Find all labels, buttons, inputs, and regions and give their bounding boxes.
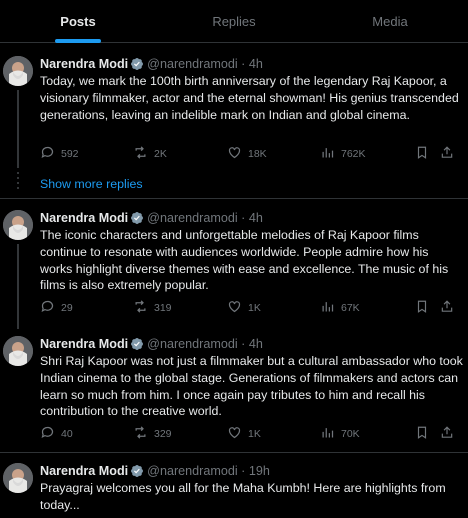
author-name[interactable]: Narendra Modi: [40, 57, 129, 71]
tweet-header: Narendra Modi @narendramodi · 4h: [40, 56, 263, 75]
tweet-text: Prayagraj welcomes you all for the Maha Kumbh! Here are highlights from today...: [40, 481, 446, 512]
views-count: 762K: [341, 148, 366, 160]
like-count: 1K: [248, 302, 261, 314]
author-name[interactable]: Narendra Modi: [40, 211, 129, 225]
avatar[interactable]: [3, 336, 33, 366]
share-button[interactable]: [440, 425, 460, 443]
views-count: 67K: [341, 302, 360, 314]
author-handle[interactable]: @narendramodi: [147, 57, 238, 71]
repost-count: 329: [154, 428, 172, 440]
share-button[interactable]: [440, 145, 460, 163]
tweet-actions: [40, 145, 458, 163]
tab-posts-label: Posts: [60, 14, 96, 29]
reply-count: 29: [61, 302, 73, 314]
reply-icon: [40, 425, 61, 443]
views-count: 70K: [341, 428, 360, 440]
bookmark-icon: [415, 425, 435, 443]
repost-button[interactable]: [133, 145, 167, 163]
like-button[interactable]: [227, 299, 261, 317]
bookmark-button[interactable]: [415, 145, 435, 163]
bookmark-icon: [415, 299, 435, 317]
repost-icon: [133, 145, 154, 163]
repost-icon: [133, 299, 154, 317]
views-button[interactable]: [320, 145, 366, 163]
bookmark-button[interactable]: [415, 425, 435, 443]
tweet-header: Narendra Modi @narendramodi · 19h: [40, 463, 270, 482]
reply-button[interactable]: [40, 299, 73, 317]
author-handle[interactable]: @narendramodi: [147, 464, 238, 478]
divider: [0, 452, 468, 453]
avatar[interactable]: [3, 210, 33, 240]
avatar[interactable]: [3, 56, 33, 86]
tab-replies-label: Replies: [212, 14, 256, 29]
author-handle[interactable]: @narendramodi: [147, 211, 238, 225]
like-button[interactable]: [227, 425, 261, 443]
tweet-time[interactable]: 4h: [248, 337, 263, 351]
show-more-replies-link[interactable]: Show more replies: [40, 177, 143, 191]
bookmark-button[interactable]: [415, 299, 435, 317]
bookmark-icon: [415, 145, 435, 163]
tweet-header: Narendra Modi @narendramodi · 4h: [40, 336, 263, 355]
reply-button[interactable]: [40, 425, 73, 443]
views-icon: [320, 299, 341, 317]
reply-count: 592: [61, 148, 79, 160]
share-icon: [440, 425, 460, 443]
repost-button[interactable]: [133, 299, 172, 317]
tweet-actions: [40, 425, 458, 443]
tweet-time[interactable]: 19h: [248, 464, 270, 478]
repost-icon: [133, 425, 154, 443]
thread-line: [17, 90, 19, 168]
heart-icon: [227, 145, 248, 163]
heart-icon: [227, 299, 248, 317]
tweet-actions: [40, 299, 458, 317]
tweet-text: Shri Raj Kapoor was not just a filmmaker but a cultural ambassador who took Indian cinema to the global stage. Generations of filmmakers and actors can learn so much from him. I once again pay tributes to him and recall his contribution to the creative world.: [40, 354, 463, 419]
tweet-text: Today, we mark the 100th birth anniversary of the legendary Raj Kapoor, a visionary filmmaker, actor and the eternal showman! His genius transcended generations, leaving an indelible mark on Indian and global cinema.: [40, 74, 459, 122]
reply-count: 40: [61, 428, 73, 440]
divider: [0, 198, 468, 199]
author-name[interactable]: Narendra Modi: [40, 337, 129, 351]
views-icon: [320, 425, 341, 443]
author-name[interactable]: Narendra Modi: [40, 464, 129, 478]
reply-icon: [40, 145, 61, 163]
views-button[interactable]: [320, 299, 360, 317]
views-button[interactable]: [320, 425, 360, 443]
like-button[interactable]: [227, 145, 267, 163]
tweet-header: Narendra Modi @narendramodi · 4h: [40, 210, 263, 229]
tweet-time[interactable]: 4h: [248, 57, 263, 71]
views-icon: [320, 145, 341, 163]
avatar[interactable]: [3, 463, 33, 493]
repost-count: 2K: [154, 148, 167, 160]
repost-button[interactable]: [133, 425, 172, 443]
share-icon: [440, 299, 460, 317]
heart-icon: [227, 425, 248, 443]
thread-gap-dots: [17, 172, 19, 192]
author-handle[interactable]: @narendramodi: [147, 337, 238, 351]
tweet-time[interactable]: 4h: [248, 211, 263, 225]
share-icon: [440, 145, 460, 163]
like-count: 1K: [248, 428, 261, 440]
tab-media-label: Media: [372, 14, 408, 29]
thread-line: [17, 244, 19, 329]
reply-icon: [40, 299, 61, 317]
like-count: 18K: [248, 148, 267, 160]
repost-count: 319: [154, 302, 172, 314]
share-button[interactable]: [440, 299, 460, 317]
reply-button[interactable]: [40, 145, 79, 163]
tweet-text: The iconic characters and unforgettable melodies of Raj Kapoor films continue to resonate with audiences worldwide. People admire how his works highlight diverse themes with ease and excellence. The music of his films is also extremely popular.: [40, 228, 449, 293]
